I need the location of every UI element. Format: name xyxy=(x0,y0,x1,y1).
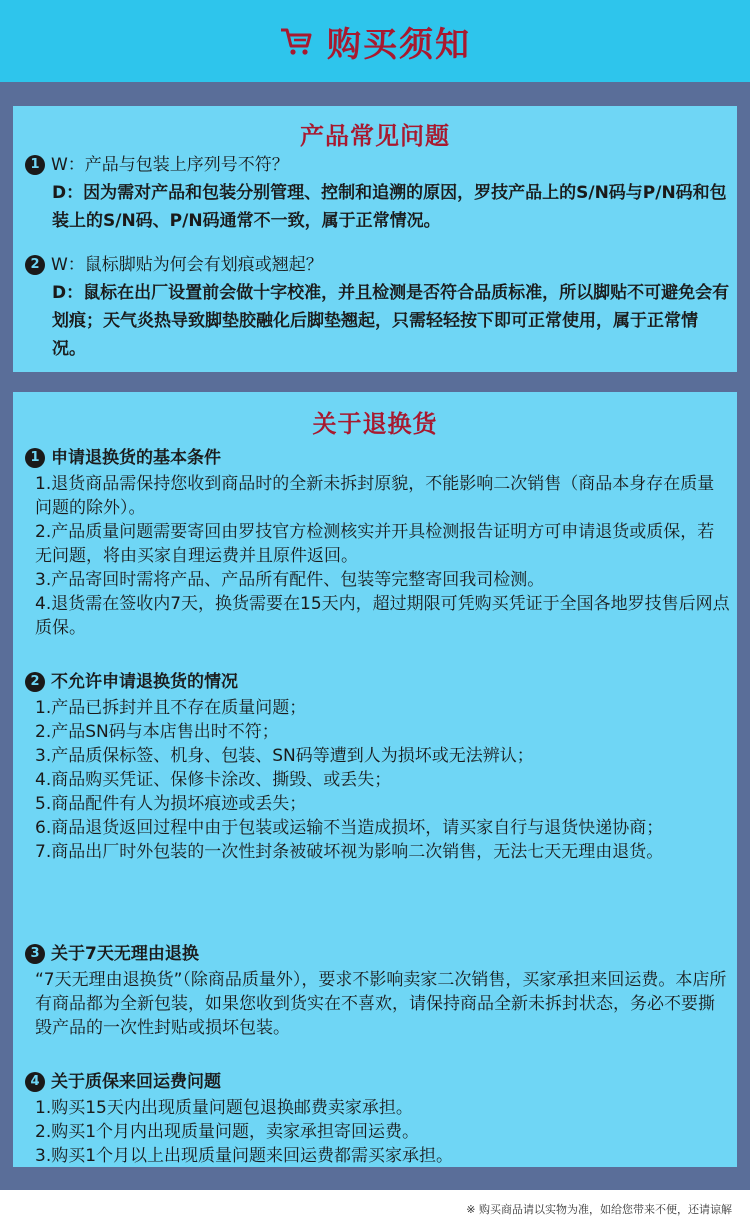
section-heading: 关于7天无理由退换 xyxy=(51,944,199,964)
faq-title: 产品常见问题 xyxy=(300,122,450,150)
number-badge-icon: 1 xyxy=(25,448,45,468)
faq-item xyxy=(25,251,730,363)
list-item: 3.购买1个月以上出现质量问题来回运费都需买家承担。 xyxy=(35,1146,454,1166)
list-item: “7天无理由退换货”（除商品质量外），要求不影响卖家二次销售，买家承担来回运费。本店所有商品都为全新包装，如果您收到货实在不喜欢，请保持商品全新未拆封状态，务必不要撕毁产品的一次性封贴或损坏包装。 xyxy=(35,970,727,1038)
list-item: 3.产品寄回时需将产品、产品所有配件、包装等完整寄回我司检测。 xyxy=(35,570,545,590)
list-item: 3.产品质保标签、机身、包装、SN码等遭到人为损坏或无法辨认； xyxy=(35,746,534,766)
list-item: 2.购买1个月内出现质量问题，卖家承担寄回运费。 xyxy=(35,1122,420,1142)
list-item: 2.产品SN码与本店售出时不符； xyxy=(35,722,279,742)
list-item: 2.产品质量问题需要寄回由罗技官方检测核实并开具检测报告证明方可申请退货或质保，若无问题，将由买家自理运费并且原件返回。 xyxy=(35,522,715,566)
returns-panel xyxy=(13,392,737,1167)
list-item: 4.商品购买凭证、保修卡涂改、撕毁、或丢失； xyxy=(35,770,392,790)
faq-question: W：产品与包装上序列号不符？ xyxy=(51,155,289,175)
section-heading: 关于质保来回运费问题 xyxy=(51,1072,221,1092)
list-item: 5.商品配件有人为损坏痕迹或丢失； xyxy=(35,794,307,814)
list-item: 4.退货需在签收内7天，换货需要在15天内，超过期限可凭购买凭证于全国各地罗技售后网点质保。 xyxy=(35,594,730,638)
section-heading: 申请退换货的基本条件 xyxy=(51,448,221,468)
faq-item xyxy=(25,151,730,235)
faq-question: W：鼠标脚贴为何会有划痕或翘起？ xyxy=(51,255,323,275)
list-item: 1.购买15天内出现质量问题包退换邮费卖家承担。 xyxy=(35,1098,413,1118)
faq-panel xyxy=(13,106,737,372)
list-item: 1.退货商品需保持您收到商品时的全新未拆封原貌，不能影响二次销售（商品本身存在质量问题的除外）。 xyxy=(35,474,715,518)
returns-section xyxy=(25,1068,730,1168)
number-badge-icon: 4 xyxy=(25,1072,45,1092)
returns-title: 关于退换货 xyxy=(312,410,438,438)
returns-section xyxy=(25,940,730,1040)
list-item: 6.商品退货返回过程中由于包装或运输不当造成损坏，请买家自行与退货快递协商； xyxy=(35,818,664,838)
cart-icon xyxy=(279,26,313,56)
number-badge-icon: 2 xyxy=(25,672,45,692)
number-badge-icon: 3 xyxy=(25,944,45,964)
number-badge-icon: 1 xyxy=(25,155,45,175)
list-item: 1.产品已拆封并且不存在质量问题； xyxy=(35,698,307,718)
number-badge-icon: 2 xyxy=(25,255,45,275)
faq-answer: D：因为需对产品和包装分别管理、控制和追溯的原因，罗技产品上的S/N码与P/N码和包装上的S/N码、P/N码通常不一致，属于正常情况。 xyxy=(52,183,727,231)
list-item: 7.商品出厂时外包装的一次性封条被破坏视为影响二次销售，无法七天无理由退货。 xyxy=(35,842,664,862)
returns-section xyxy=(25,668,730,864)
faq-answer: D：鼠标在出厂设置前会做十字校准，并且检测是否符合品质标准，所以脚贴不可避免会有划痕；天气炎热导致脚垫胶融化后脚垫翘起，只需轻轻按下即可正常使用，属于正常情况。 xyxy=(52,283,730,359)
footnote: ※ 购买商品请以实物为准，如给您带来不便，还请谅解 xyxy=(466,1203,732,1216)
section-heading: 不允许申请退换货的情况 xyxy=(51,672,238,692)
page-header xyxy=(0,0,750,82)
page-title: 购买须知 xyxy=(327,24,471,65)
returns-section xyxy=(25,444,730,640)
